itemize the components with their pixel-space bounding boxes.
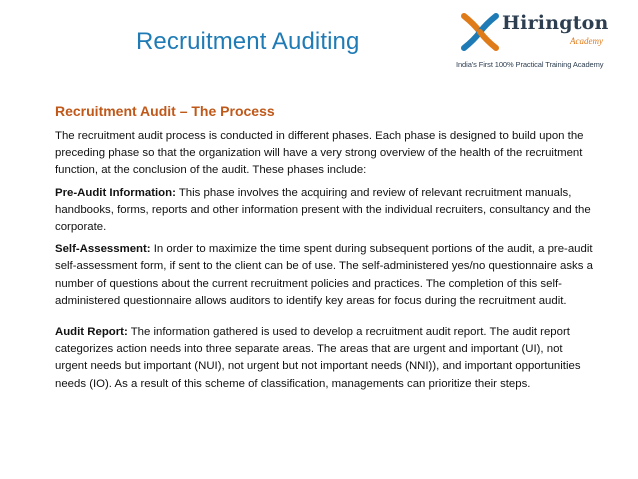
slide-title: Recruitment Auditing xyxy=(136,28,360,55)
logo-name: Hirington xyxy=(502,12,609,34)
phase-label: Self-Assessment: xyxy=(55,243,151,256)
phase-text: In order to maximize the time spent during subsequent portions of the audit, a pre-audit self-assessment form, if sent to the client can be of use. The self-administered yes/no questionnaire asks a number of questions about the current recruitment policies and practices. The completion of this self-administered questionnaire allows auditors to identify key areas for focus during the recruitment audit. xyxy=(55,243,593,307)
phase-label: Pre-Audit Information: xyxy=(55,186,176,199)
logo-sub: Academy xyxy=(570,36,603,46)
phase-text: The information gathered is used to develop a recruitment audit report. The audit report categorizes action needs into three separate areas. The areas that are urgent and important (UI), not urgent needs but important (NUI), not urgent but not important needs (NNI)), and important opportunities needs (IO). As a result of this scheme of classification, managements can prioritize their steps. xyxy=(55,326,581,390)
slide-content xyxy=(55,102,595,398)
phase-label: Audit Report: xyxy=(55,326,128,339)
phase-audit-report xyxy=(55,324,595,393)
logo-cross-icon xyxy=(458,10,502,54)
hirington-logo xyxy=(452,10,638,74)
phase-self-assessment xyxy=(55,241,595,310)
phase-text: This phase involves the acquiring and review of relevant recruitment manuals, handbooks, forms, reports and other information present with the individual recruiters, consultancy and the corporate. xyxy=(55,186,591,234)
logo-tagline: India's First 100% Practical Training Academy xyxy=(456,60,604,69)
intro-paragraph: The recruitment audit process is conducted in different phases. Each phase is designed to build upon the preceding phase so that the organization will have a very strong overview of the health of the recruitment function, at the conclusion of the audit. These phases include: xyxy=(55,130,584,177)
section-heading: Recruitment Audit – The Process xyxy=(55,103,275,119)
phase-pre-audit xyxy=(55,185,595,237)
